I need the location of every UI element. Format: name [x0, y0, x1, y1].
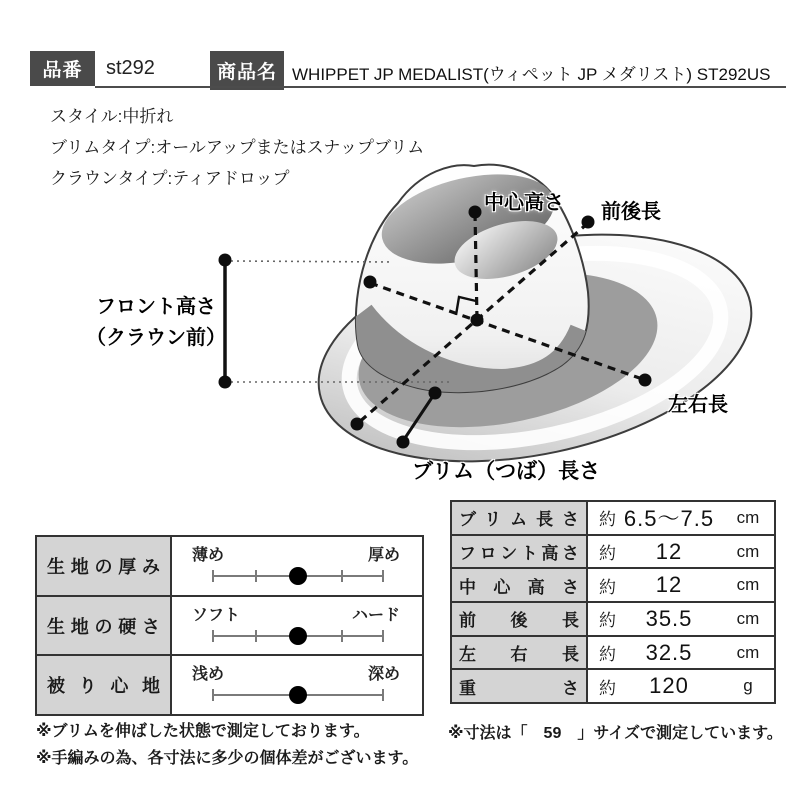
footnote-brim-measure: ※ブリムを伸ばした状態で測定しております。 [36, 723, 370, 740]
size-unit: cm [736, 575, 760, 595]
product-name-value: WHIPPET JP MEDALIST(ウィペット JP メダリスト) ST292US [292, 65, 771, 84]
feel-table [35, 535, 424, 716]
product-name-label: 商品名 [216, 62, 277, 83]
scale-dot [289, 686, 307, 704]
footnote-size-basis: ※寸法は「 59 」サイズで測定しています。 [448, 725, 783, 742]
feel-row-fit [37, 654, 422, 714]
feel-row-label: 生地の厚み [37, 537, 172, 595]
scale-tick [382, 630, 384, 642]
label-front-back-length: 前後長 [601, 201, 661, 223]
approx-prefix: 約 [599, 577, 616, 597]
feel-scale [172, 537, 422, 595]
scale-min-label: 浅め [192, 666, 225, 684]
scale-min-label: 薄め [192, 547, 225, 564]
size-value: 32.5 [645, 639, 693, 665]
size-value: 120 [649, 673, 689, 699]
feel-scale [172, 597, 422, 655]
size-unit: cm [736, 642, 760, 662]
feel-row-label: 被り心地 [37, 656, 172, 714]
label-front-height-line2: （クラウン前） [86, 327, 226, 349]
scale-dot [289, 567, 307, 585]
size-value: 12 [655, 538, 683, 564]
approx-prefix: 約 [599, 611, 616, 631]
size-value: 6.5～7.5 [623, 506, 715, 532]
size-row-value-cell [588, 502, 774, 534]
scale-line [212, 694, 384, 696]
feel-row-stiffness [37, 595, 422, 655]
size-row-brim [452, 502, 774, 534]
scale-max-label: 厚め [367, 547, 400, 564]
label-left-right-length: 左右長 [668, 394, 728, 416]
size-row-value-cell [588, 569, 774, 601]
size-row-label: 重さ [452, 670, 588, 702]
approx-prefix: 約 [599, 645, 616, 665]
item-code-label-box [30, 51, 95, 86]
header-underline [95, 86, 786, 88]
size-row-weight [452, 668, 774, 702]
scale-tick [212, 630, 214, 642]
label-front-height [72, 292, 240, 354]
scale-tick [212, 570, 214, 582]
label-brim-length: ブリム（つば）長さ [412, 460, 601, 483]
size-row-value-cell [588, 603, 774, 635]
size-row-label: フロント高さ [452, 536, 588, 568]
approx-prefix: 約 [599, 678, 616, 698]
size-row-label: 中心高さ [452, 569, 588, 601]
scale-max-label: ハード [351, 606, 400, 624]
size-table [450, 500, 776, 704]
size-value: 35.5 [645, 605, 693, 631]
size-unit: cm [736, 541, 760, 561]
product-name-label-box [210, 51, 284, 90]
size-unit: g [743, 676, 753, 696]
feel-row-label: 生地の硬さ [37, 597, 172, 655]
label-center-height: 中心高さ [484, 192, 564, 214]
spec-brim-type: ブリムタイプ:オールアップまたはスナップブリム [50, 138, 425, 157]
scale-tick [255, 630, 257, 642]
size-row-label: 前後長 [452, 603, 588, 635]
scale-tick [341, 630, 343, 642]
scale-tick [212, 689, 214, 701]
size-row-value-cell [588, 670, 774, 702]
scale-min-label: ソフト [192, 606, 241, 624]
approx-prefix: 約 [599, 510, 616, 530]
size-value: 12 [655, 572, 683, 598]
size-row-left-right [452, 635, 774, 669]
size-unit: cm [736, 507, 760, 527]
scale-tick [382, 689, 384, 701]
scale-line [212, 575, 384, 577]
size-row-center-height [452, 567, 774, 601]
scale-tick [341, 570, 343, 582]
feel-scale [172, 656, 422, 714]
scale-tick [255, 570, 257, 582]
scale-dot [289, 627, 307, 645]
size-row-value-cell [588, 637, 774, 669]
item-code-label: 品番 [42, 60, 83, 81]
label-front-height-line1: フロント高さ [96, 296, 216, 318]
scale-max-label: 深め [367, 666, 400, 684]
item-code-value: st292 [106, 57, 155, 79]
size-row-label: 左右長 [452, 637, 588, 669]
scale-tick [382, 570, 384, 582]
approx-prefix: 約 [599, 544, 616, 563]
footnote-handmade: ※手編みの為、各寸法に多少の個体差がございます。 [36, 750, 419, 767]
size-row-label: ブリム長さ [452, 502, 588, 534]
feel-row-thickness [37, 537, 422, 595]
size-row-value-cell [588, 536, 774, 568]
scale-line [212, 635, 384, 637]
size-row-front-height [452, 534, 774, 568]
spec-crown-type: クラウンタイプ:ティアドロップ [50, 169, 290, 188]
size-unit: cm [736, 608, 760, 628]
spec-style: スタイル:中折れ [50, 107, 174, 126]
size-row-front-back [452, 601, 774, 635]
